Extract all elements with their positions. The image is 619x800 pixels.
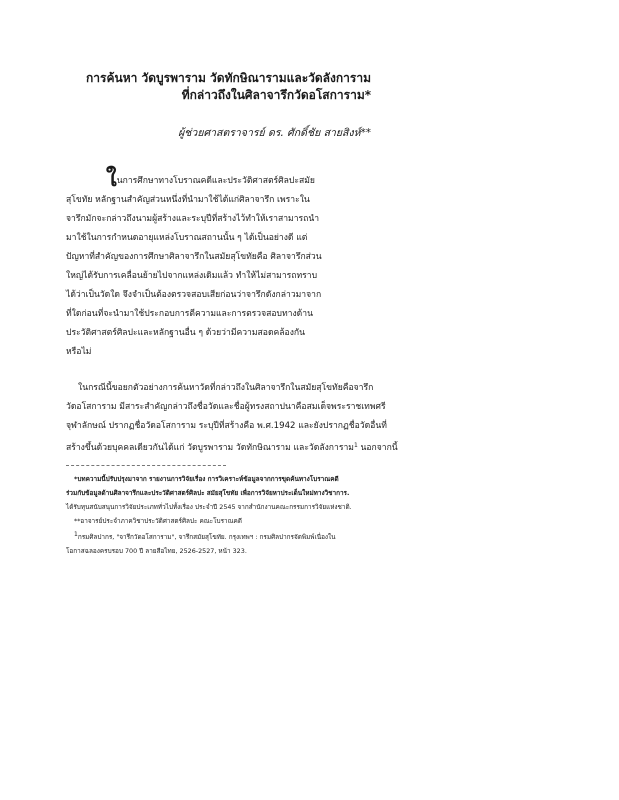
footnote-ref-1: 1 bbox=[353, 442, 358, 449]
abstract-line-6: ใหญ่ได้รับการเคลื่อนย้ายไปจากแหล่งเดิมแล้ว ทำให้ไม่สามารถทราบ bbox=[66, 271, 318, 281]
abstract-line-8: ที่ใดก่อนที่จะนำมาใช้ประกอบการตีความและการตรวจสอบทางด้าน bbox=[66, 309, 313, 319]
title-line-1: การค้นหา วัดบูรพาราม วัดทักษิณารามและวัดลังการาม bbox=[86, 71, 371, 85]
abstract-line-5: ปัญหาที่สำคัญของการศึกษาศิลาจารึกในสมัยสุโขทัยคือ ศิลาจารึกส่วน bbox=[66, 252, 322, 262]
body-line-4-text-b: นอกจากนี้ bbox=[357, 443, 398, 453]
footnote-1-line-2: ร่วมกับข้อมูลด้านศิลาจารึกและประวัติศาสตร์ศิลปะ สมัยสุโขทัย เพื่อการวิจัยหาประเด็นใหม่ทางวิชาการ. bbox=[66, 489, 350, 497]
footnote-3-number: 1 bbox=[74, 531, 78, 538]
body-line-2: วัดอโสการาม มีสาระสำคัญกล่าวถึงชื่อวัดและชื่อผู้ทรงสถาปนาคือสมเด็จพระราชเทพศรี bbox=[66, 402, 386, 412]
body-line-1-text: ในกรณีนี้ขอยกตัวอย่างการค้นหาวัดที่กล่าวถึงในศิลาจารึกในสมัยสุโขทัยคือจารึก bbox=[78, 383, 374, 393]
abstract-line-10: หรือไม่ bbox=[66, 347, 92, 357]
abstract-paragraph bbox=[66, 167, 356, 362]
body-line-4 bbox=[66, 436, 398, 458]
body-paragraph bbox=[66, 379, 398, 458]
body-line-3: จุฬาลักษณ์ ปรากฏชื่อวัดอโสการาม ระบุปีที่สร้างคือ พ.ศ.1942 และยังปรากฏชื่อวัดอื่นที่ bbox=[66, 421, 387, 431]
body-line-4-text-a: สร้างขึ้นด้วยบุคคลเดียวกันได้แก่ วัดบูรพาราม วัดทักษิณาราม และวัดลังการาม bbox=[66, 443, 354, 453]
abstract-line-9: ประวัติศาสตร์ศิลปะและหลักฐานอื่น ๆ ด้วยว่ามีความสอดคล้องกัน bbox=[66, 328, 305, 338]
body-line-1 bbox=[66, 379, 374, 398]
footnote-3-line-1-text: กรมศิลปากร, "จารึกวัดอโสการาม", จารึกสมัยสุโขทัย. กรุงเทพฯ : กรมศิลปากรจัดพิมพ์เนื่องใน bbox=[77, 533, 336, 541]
abstract-line-4: มาใช้ในการกำหนดอายุแหล่งโบราณสถานนั้น ๆ ได้เป็นอย่างดี แต่ bbox=[66, 233, 308, 243]
footnotes bbox=[66, 472, 366, 558]
author-line: ผู้ช่วยศาสตราจารย์ ดร. ศักดิ์ชัย สายสิงห์** bbox=[178, 127, 371, 139]
abstract-line-1-text: นการศึกษาทางโบราณคดีและประวัติศาสตร์ศิลปะสมัย bbox=[116, 176, 315, 186]
footnote-3-line-1 bbox=[66, 528, 366, 544]
article-title bbox=[70, 70, 371, 104]
footnote-1-line-3: ได้รับทุนสนับสนุนการวิจัยประเภททั่วไปทั้งเรื่อง ประจำปี 2545 จากสำนักงานคณะกรรมการวิจัยแห่งชาติ. bbox=[66, 503, 352, 511]
title-line-2: ที่กล่าวถึงในศิลาจารึกวัดอโสการาม* bbox=[181, 88, 371, 102]
drop-cap: ใ bbox=[106, 167, 117, 192]
abstract-line-2: สุโขทัย หลักฐานสำคัญส่วนหนึ่งที่นำมาใช้ได้แก่ศิลาจารึก เพราะใน bbox=[66, 195, 310, 205]
footnote-divider bbox=[66, 465, 226, 466]
footnote-1-line-1 bbox=[66, 472, 366, 486]
abstract-line-7: ได้ว่าเป็นวัดใด จึงจำเป็นต้องตรวจสอบเสียก่อนว่าจารึกดังกล่าวมาจาก bbox=[66, 290, 322, 300]
footnote-2 bbox=[66, 514, 366, 528]
footnote-3-line-2: โอกาสฉลองครบรอบ 700 ปี ลายสือไทย, 2526-2527, หน้า 323. bbox=[66, 547, 247, 555]
abstract-line-3: จารึกมักจะกล่าวถึงนามผู้สร้างและระบุปีที่สร้างไว้ทำให้เราสามารถนำ bbox=[66, 214, 320, 224]
footnote-1-line-1-text: *บทความนี้ปรับปรุงมาจาก รายงานการวิจัยเรื่อง การวิเคราะห์ข้อมูลจากการขุดค้นทางโบราณคดี bbox=[74, 475, 339, 483]
abstract-line-1 bbox=[66, 167, 356, 192]
footnote-2-text: **อาจารย์ประจำภาควิชาประวัติศาสตร์ศิลปะ คณะโบราณคดี bbox=[74, 517, 242, 525]
